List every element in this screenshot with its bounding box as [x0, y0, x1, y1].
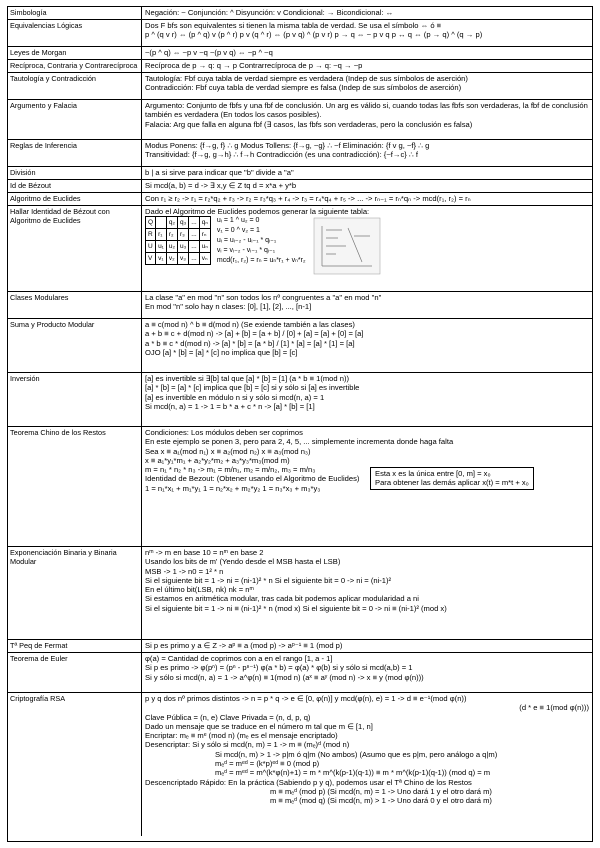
table-cell: u₂ [166, 241, 177, 253]
table-cell: ... [189, 241, 199, 253]
topic-row [8, 319, 592, 373]
content-line: Dado un mensaje que se traduce en el número m tal que m ∈ [1, n] [145, 721, 373, 731]
content-line: Argumento: Conjunto de fbfs y una fbf de conclusión. Un arg es válido si, cuando todas las fbfs son verdaderas, la fbf de conclusión también es verdadera (En todos los casos posibles). [145, 101, 588, 120]
topic-content [142, 180, 592, 192]
topic-label: Hallar Identidad de Bézout con Algoritmo de Euclides [8, 206, 142, 291]
content-line: MSB -> 1 -> n0 = 1² * n [145, 566, 224, 576]
topic-label: División [8, 167, 142, 179]
table-cell: u₁ [156, 241, 167, 253]
content-line: Si mcd(a, b) = d -> ∃ x,y ∈ Z tq d = x*a + y*b [145, 181, 297, 190]
table-row [146, 229, 211, 241]
content-line: a + b ≡ c + d(mod n) -> [a] + [b] = [a + b] / [0] + [a] = [a] + [0] = [a] [145, 329, 364, 339]
topic-content [142, 640, 592, 652]
table-cell: v₃ [178, 253, 189, 265]
content-line: Con r₁ ≥ r₂ -> r₁ = r₂*q₂ + r₃ -> r₂ = r₃*q₃ + r₄ -> r₃ = r₄*q₄ + r₅ -> ... -> rₙ₋₁ = rₙ*qₙ -> mcd(r₁, r₂) = rₙ [145, 194, 471, 203]
table-row [146, 253, 211, 265]
topic-content [142, 73, 592, 99]
table-cell: r₁ [156, 229, 167, 241]
table-cell: u₃ [178, 241, 189, 253]
topic-label: Equivalencias Lógicas [8, 20, 142, 46]
content-line: Descencriptado Rápido: En la práctica (Sabiendo p y q), podemos usar el Tª Chino de los Restos [145, 777, 472, 787]
topic-content [142, 292, 592, 318]
topic-row [8, 167, 592, 180]
topic-content [142, 47, 592, 59]
content-line: mₑᵈ = mᵉᵈ = m^(k*φ(n)+1) = m * m^(k(p-1)(q-1)) ≡ m * m^(k(p-1)(q-1)) (mod q) = m [215, 768, 491, 778]
content-line: m = n₁ * n₂ * n₃ -> m₁ = m/n₁, m₂ = m/n₂, m₃ = m/n₃ [145, 465, 316, 475]
content-line: Negación: ~ Conjunción: ^ Disyunción: v Condicional: → Bicondicional: ↔ [145, 8, 394, 17]
table-cell: R [146, 229, 156, 241]
table-cell: v₂ [166, 253, 177, 265]
formula-line: uᵢ = 1 ^ u₂ = 0 [216, 217, 260, 225]
content-line: En el último bit(LSB, nk) nk = nᵐ [145, 585, 254, 595]
topic-label: Leyes de Morgan [8, 47, 142, 59]
topic-label: Reglas de Inferencia [8, 140, 142, 166]
table-cell [156, 217, 167, 229]
content-line: a * b ≡ c * d(mod n) -> [a] * [b] = [a * b] / [1] * [a] = [a] * [1] = [a] [145, 338, 355, 348]
content-line: x ≡ a₁*y₁*m₁ + a₂*y₂*m₂ + a₃*y₃*m₃(mod m) [145, 455, 290, 465]
topic-content [142, 319, 592, 372]
content-line: a ≡ c(mod n) ^ b ≡ d(mod n) (Se exiende también a las clases) [145, 320, 355, 329]
table-cell: r₂ [166, 229, 177, 241]
bezout-formulas [217, 216, 306, 266]
table-cell: ... [189, 253, 199, 265]
content-line: [a] * [b] = [a] * [c] implica que [b] = [c] si y sólo si [a] es invertible [145, 383, 360, 393]
topic-content [142, 206, 592, 291]
content-line: Recíproca de p → q: q → p Contrarrecíproca de p → q: ~q → ~p [145, 61, 363, 70]
content-line: Modus Ponens: {f→g, f} ∴ g Modus Tollens: {f→g, ~g} ∴ ~f Eliminación: {f v g, ~f} ∴ g [145, 141, 430, 150]
topic-row [8, 547, 592, 640]
topic-label: Argumento y Falacia [8, 100, 142, 139]
content-line: Si el siguiente bit = 1 -> ni ≡ (ni-1)² * n (mod x) Si el siguiente bit = 0 -> ni ≡ (ni-1)² (mod x) [145, 603, 447, 613]
content-line: [a] es invertible si ∃[b] tal que [a] * [b] = [1] (a * b ≡ 1(mod n)) [145, 374, 350, 383]
topic-content [142, 193, 592, 205]
topic-row [8, 47, 592, 60]
topic-row [8, 100, 592, 140]
content-line: En este ejemplo se ponen 3, pero para 2, 4, 5, ... simplemente incrementa donde haga falta [145, 437, 454, 447]
formula-line: vᵢ = vᵢ₋₂ - vᵢ₋₁ * qᵢ₋₁ [216, 247, 276, 255]
content-line: ~(p ^ q) ⇔ ~p v ~q ~(p v q) ⇔ ~p ^ ~q [145, 48, 273, 57]
content-line: Si mcd(n, a) = 1 -> 1 = b * a + c * n -> [a] * [b] = [1] [145, 401, 315, 411]
topic-label: Teorema Chino de los Restos [8, 427, 142, 546]
content-line: m ≡ mₑᵈ (mod p) (Si mcd(n, m) = 1 -> Uno dará 1 y el otro dará m) [270, 786, 492, 796]
topic-content [142, 427, 592, 546]
table-cell: q₂ [166, 217, 177, 229]
table-cell: V [146, 253, 156, 265]
topic-content [142, 693, 592, 836]
topic-row [8, 292, 592, 319]
content-line: m ≡ mₑᵈ (mod q) (Si mcd(n, m) > 1 -> Uno dará 0 y el otro dará m) [270, 796, 492, 806]
euclides-table [145, 216, 211, 265]
content-line: (d * e ≡ 1(mod φ(n))) [519, 703, 589, 713]
content-line: Dado el Algoritmo de Euclides podemos generar la siguiente tabla: [145, 207, 370, 216]
handwritten-sketch [312, 216, 382, 278]
table-cell: U [146, 241, 156, 253]
content-line: Si estamos en aritmética modular, tras cada bit podemos aplicar modularidad a ni [145, 594, 419, 604]
topic-label: Id de Bézout [8, 180, 142, 192]
content-line: Encriptar: mₑ ≡ mᵉ (mod n) (mₑ es el mensaje encriptado) [145, 731, 338, 741]
table-cell: ... [189, 229, 199, 241]
table-cell: rₙ [199, 229, 210, 241]
content-line: φ(a) = Cantidad de coprimos con a en el rango [1, a - 1] [145, 654, 333, 663]
content-line: Usando los bits de m' (Yendo desde el MSB hasta el LSB) [145, 557, 341, 567]
bezout-layout [145, 216, 589, 278]
content-line: p ^ (q v r) ⇔ (p ^ q) v (p ^ r) p v (q ^ r) ⇔ (p v q) ^ (p v r) p → q ⇔ ~ p v q p ↔ q ⇔ (p → q) ^ (q → p) [145, 30, 483, 40]
content-line: Dos F bfs son equivalentes si tienen la misma tabla de verdad. Se usa el símbolo ⇔ ó ≡ [145, 21, 442, 30]
content-line: 1 = n₁*x₁ + m₁*y₁ 1 = n₂*x₂ + m₂*y₂ 1 = n₃*x₃ + m₃*y₃ [145, 483, 321, 493]
topic-row [8, 206, 592, 292]
content-line: Si el siguiente bit = 1 -> ni = (ni-1)² * n Si el siguiente bit = 0 -> ni = (ni-1)² [145, 575, 392, 585]
content-line: Contradicción: Fbf cuya tabla de verdad siempre es falsa (Indep de sus símbolos de aserción) [145, 83, 462, 93]
content-line: Si p es primo y a ∈ Z -> aᵖ ≡ a (mod p) -> aᵖ⁻¹ ≡ 1 (mod p) [145, 641, 343, 650]
table-cell: Q [146, 217, 156, 229]
note-line: Esta x es la única entre [0, m] = x₀ [375, 469, 491, 478]
topic-label: Recíproca, Contraria y Contrarecíproca [8, 60, 142, 72]
topic-label: Criptografía RSA [8, 693, 142, 836]
cheat-sheet [7, 6, 593, 842]
content-line: mₑᵈ = mᵉᵈ = (k*p)ᵉᵈ ≡ 0 (mod p) [215, 759, 320, 769]
topic-content [142, 20, 592, 46]
topic-label: Inversión [8, 373, 142, 426]
content-line: Condiciones: Los módulos deben ser coprimos [145, 428, 303, 437]
table-row [146, 217, 211, 229]
topic-content [142, 7, 592, 19]
topic-label: Simbología [8, 7, 142, 19]
content-line: En mod "n" solo hay n clases: [0], [1], [2], ..., [n-1] [145, 302, 312, 312]
content-line: Si p es primo -> φ(pⁿ) = (pⁿ - pⁿ⁻¹) φ(a * b) = φ(a) * φ(b) si y sólo si mcd(a,b) = 1 [145, 663, 413, 673]
table-cell: qₙ [199, 217, 210, 229]
topic-row [8, 193, 592, 206]
topic-row [8, 7, 592, 20]
table-cell: uₙ [199, 241, 210, 253]
topic-label: Exponenciación Binaria y Binaria Modular [8, 547, 142, 639]
content-line: Falacia: Arg que falla en alguna fbf (∃ casos, las fbfs son verdaderas, pero la conclusión es falsa) [145, 119, 473, 129]
content-line: Transitividad: {f→g, g→h} ∴ f→h Contradicción (es una contradicción): {~f→c} ∴ f [145, 150, 418, 160]
topic-label: Tautología y Contradicción [8, 73, 142, 99]
topic-content [142, 100, 592, 139]
topic-row [8, 427, 592, 547]
table-cell: v₁ [156, 253, 167, 265]
content-line: Desencriptar: Si y sólo si mcd(n, m) = 1 -> m ≡ (mₑ)ᵈ (mod n) [145, 740, 350, 750]
topic-label: Teorema de Euler [8, 653, 142, 692]
topic-row [8, 373, 592, 427]
topic-label: Tª Peq de Fermat [8, 640, 142, 652]
topic-label: Clases Modulares [8, 292, 142, 318]
content-line: Si y sólo si mcd(n, a) = 1 -> a^φ(n) ≡ 1(mod n) (aˣ ≡ aʸ (mod n) -> x ≡ y (mod φ(n))) [145, 672, 424, 682]
topic-content [142, 547, 592, 639]
formula-line: uᵢ = uᵢ₋₂ - uᵢ₋₁ * qᵢ₋₁ [216, 237, 277, 245]
topic-row [8, 693, 592, 836]
topic-label: Suma y Producto Modular [8, 319, 142, 372]
topic-row [8, 20, 592, 47]
content-line: OJO [a] * [b] = [a] * [c] no implica que [b] = [c] [145, 347, 298, 357]
topic-row [8, 653, 592, 693]
topic-row [8, 60, 592, 73]
content-line: La clase "a" en mod "n" son todos los nº congruentes a "a" en mod "n" [145, 293, 382, 302]
formula-line: v₁ = 0 ^ v₂ = 1 [216, 227, 260, 235]
topic-content [142, 60, 592, 72]
topic-row [8, 640, 592, 653]
content-line: b | a si sirve para indicar que "b" divide a "a" [145, 168, 294, 177]
table-cell: q₃ [178, 217, 189, 229]
note-box [370, 467, 534, 490]
topic-row [8, 73, 592, 100]
table-cell: r₃ [178, 229, 189, 241]
table-cell: vₙ [199, 253, 210, 265]
formula-line: mcd(r₁, r₂) = rₙ = uₙ*r₁ + vₙ*r₂ [216, 257, 306, 265]
topic-content [142, 373, 592, 426]
table-row [146, 241, 211, 253]
topic-row [8, 140, 592, 167]
topic-content [142, 140, 592, 166]
topic-content [142, 653, 592, 692]
content-line: Sea x ≡ a₁(mod n₁) x ≡ a₂(mod n₂) x ≡ a₃(mod n₃) [145, 446, 311, 456]
topic-row [8, 180, 592, 193]
content-line: Clave Pública = (n, e) Clave Privada = (n, d, p, q) [145, 712, 311, 722]
content-line: p y q dos nº primos distintos -> n = p * q -> e ∈ [0, φ(n)] y mcd(φ(n), e) = 1 -> d ≡ e⁻¹(mod φ(n)) [145, 694, 467, 703]
content-line: nᵐ -> m en base 10 = nᵐ en base 2 [145, 548, 264, 557]
topic-content [142, 167, 592, 179]
content-line: [a] es invertible en módulo n si y sólo si mcd(n, a) = 1 [145, 392, 325, 402]
topic-label: Algoritmo de Euclides [8, 193, 142, 205]
content-line: Tautología: Fbf cuya tabla de verdad siempre es verdadera (Indep de sus símbolos de aserción) [145, 74, 468, 83]
content-line: Si mcd(n, m) > 1 -> p|m ó q|m (No ambos) (Asumo que es p|m, pero análogo a q|m) [215, 749, 498, 759]
table-cell: ... [189, 217, 199, 229]
content-line: Identidad de Bezout: (Obtener usando el Algoritmo de Euclides) [145, 474, 360, 484]
note-line: Para obtener las demás aplicar x(t) = m*t + x₀ [375, 478, 529, 488]
